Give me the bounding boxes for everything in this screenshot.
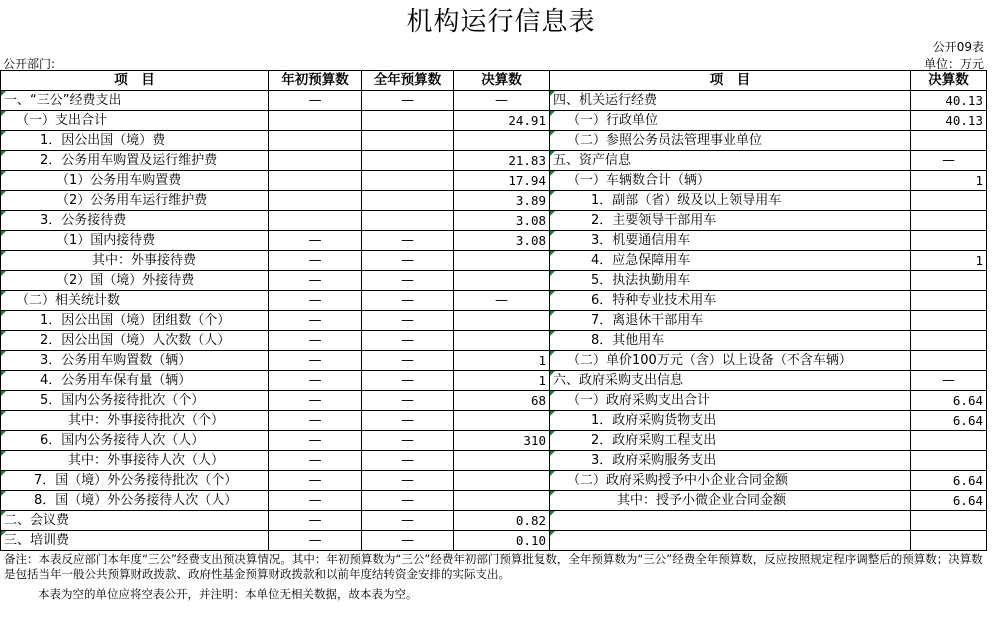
final-cell: 3.89 — [454, 191, 550, 211]
full-budget-cell — [362, 211, 454, 231]
left-item-cell: 其中：外事接待批次（个） — [1, 411, 269, 431]
table-row — [1, 311, 987, 331]
begin-budget-cell — [269, 171, 362, 191]
left-item-cell: 1．因公出国（境）团组数（个） — [1, 311, 269, 331]
full-budget-cell: — — [362, 511, 454, 531]
full-budget-cell — [362, 171, 454, 191]
begin-budget-cell: — — [269, 471, 362, 491]
begin-budget-cell: — — [269, 391, 362, 411]
left-item-cell: 其中：外事接待人次（人） — [1, 451, 269, 471]
right-final-cell — [911, 231, 987, 251]
table-row — [1, 531, 987, 551]
left-item-cell: 2．因公出国（境）人次数（人） — [1, 331, 269, 351]
full-budget-cell — [362, 151, 454, 171]
begin-budget-cell — [269, 151, 362, 171]
right-final-cell — [911, 431, 987, 451]
right-item-cell — [550, 511, 911, 531]
full-budget-cell: — — [362, 491, 454, 511]
final-cell: 3.08 — [454, 231, 550, 251]
final-cell — [454, 471, 550, 491]
right-final-cell — [911, 451, 987, 471]
table-row — [1, 431, 987, 451]
page-title: 机构运行信息表 — [406, 7, 596, 37]
final-cell — [454, 491, 550, 511]
begin-budget-cell — [269, 211, 362, 231]
begin-budget-cell: — — [269, 451, 362, 471]
final-cell — [454, 251, 550, 271]
right-item-cell: 1．政府采购货物支出 — [550, 411, 911, 431]
info-table — [0, 70, 987, 551]
dept-label: 公开部门: — [3, 57, 56, 71]
left-item-cell: 6．国内公务接待人次（人） — [1, 431, 269, 451]
right-final-cell: — — [911, 151, 987, 171]
table-row — [1, 151, 987, 171]
full-budget-cell — [362, 131, 454, 151]
final-cell: — — [454, 91, 550, 111]
begin-budget-cell: — — [269, 331, 362, 351]
table-row — [1, 471, 987, 491]
full-budget-cell: — — [362, 271, 454, 291]
header-right-item: 项 目 — [550, 71, 911, 91]
left-item-cell: （2）国（境）外接待费 — [1, 271, 269, 291]
table-row — [1, 211, 987, 231]
meta-row — [0, 53, 1002, 70]
left-item-cell: 3．公务接待费 — [1, 211, 269, 231]
table-row — [1, 511, 987, 531]
right-item-cell: 五、资产信息 — [550, 151, 911, 171]
table-row — [1, 91, 987, 111]
right-item-cell: （二）政府采购授予中小企业合同金额 — [550, 471, 911, 491]
right-item-cell: 其中：授予小微企业合同金额 — [550, 491, 911, 511]
final-cell: 21.83 — [454, 151, 550, 171]
table-row — [1, 331, 987, 351]
right-item-cell: 4．应急保障用车 — [550, 251, 911, 271]
right-final-cell — [911, 131, 987, 151]
right-final-cell — [911, 191, 987, 211]
unit-label: 单位：万元 — [923, 57, 984, 71]
footnote: 备注：本表反应部门本年度“三公”经费支出预决算情况。其中：年初预算数为“三公”经费年初部门预算批复数，全年预算数为“三公”经费全年预算数，反应按照规定程序调整后的预算数；决算数是包括当年一般公共预算财政拨款、政府性基金预算财政拨款和以前年度结转资金安排的实际支出。 — [4, 552, 983, 581]
right-item-cell: 四、机关运行经费 — [550, 91, 911, 111]
begin-budget-cell: — — [269, 511, 362, 531]
right-item-cell: 8．其他用车 — [550, 331, 911, 351]
right-final-cell — [911, 351, 987, 371]
final-cell — [454, 451, 550, 471]
left-item-cell: 三、培训费 — [1, 531, 269, 551]
final-cell: 17.94 — [454, 171, 550, 191]
begin-budget-cell: — — [269, 91, 362, 111]
table-row — [1, 371, 987, 391]
left-item-cell: （一）支出合计 — [1, 111, 269, 131]
header-final: 决算数 — [454, 71, 550, 91]
header-left-item: 项 目 — [1, 71, 269, 91]
right-item-cell: 2．政府采购工程支出 — [550, 431, 911, 451]
left-item-cell: 4．公务用车保有量（辆） — [1, 371, 269, 391]
header-full-budget: 全年预算数 — [362, 71, 454, 91]
table-row — [1, 411, 987, 431]
final-cell: 0.82 — [454, 511, 550, 531]
right-final-cell: — — [911, 371, 987, 391]
header-begin-budget: 年初预算数 — [269, 71, 362, 91]
begin-budget-cell: — — [269, 491, 362, 511]
table-row — [1, 191, 987, 211]
left-item-cell: 1．因公出国（境）费 — [1, 131, 269, 151]
right-final-cell — [911, 531, 987, 551]
right-item-cell: （二）参照公务员法管理事业单位 — [550, 131, 911, 151]
begin-budget-cell: — — [269, 431, 362, 451]
right-item-cell: 3．政府采购服务支出 — [550, 451, 911, 471]
table-row — [1, 131, 987, 151]
final-cell: 1 — [454, 351, 550, 371]
final-cell: 24.91 — [454, 111, 550, 131]
right-final-cell — [911, 311, 987, 331]
footnote-empty-table: 本表为空的单位应将空表公开，并注明：本单位无相关数据，故本表为空。 — [38, 587, 418, 601]
full-budget-cell: — — [362, 291, 454, 311]
full-budget-cell: — — [362, 351, 454, 371]
final-cell — [454, 311, 550, 331]
left-item-cell: （1）公务用车购置费 — [1, 171, 269, 191]
table-row — [1, 111, 987, 131]
left-item-cell: 一、“三公”经费支出 — [1, 91, 269, 111]
full-budget-cell: — — [362, 451, 454, 471]
right-final-cell — [911, 511, 987, 531]
right-item-cell: 5．执法执勤用车 — [550, 271, 911, 291]
begin-budget-cell: — — [269, 371, 362, 391]
table-row — [1, 351, 987, 371]
left-item-cell: 7．国（境）外公务接待批次（个） — [1, 471, 269, 491]
full-budget-cell: — — [362, 251, 454, 271]
final-cell: 0.10 — [454, 531, 550, 551]
final-cell — [454, 271, 550, 291]
right-final-cell: 6.64 — [911, 471, 987, 491]
begin-budget-cell — [269, 131, 362, 151]
right-item-cell: 2．主要领导干部用车 — [550, 211, 911, 231]
right-final-cell: 1 — [911, 171, 987, 191]
right-item-cell: （一）政府采购支出合计 — [550, 391, 911, 411]
table-row — [1, 451, 987, 471]
begin-budget-cell: — — [269, 251, 362, 271]
right-item-cell: 3．机要通信用车 — [550, 231, 911, 251]
begin-budget-cell: — — [269, 531, 362, 551]
full-budget-cell: — — [362, 531, 454, 551]
table-row — [1, 291, 987, 311]
left-item-cell: 其中：外事接待费 — [1, 251, 269, 271]
right-item-cell: 1．副部（省）级及以上领导用车 — [550, 191, 911, 211]
table-row — [1, 391, 987, 411]
begin-budget-cell: — — [269, 411, 362, 431]
begin-budget-cell — [269, 111, 362, 131]
full-budget-cell: — — [362, 411, 454, 431]
left-item-cell: 二、会议费 — [1, 511, 269, 531]
full-budget-cell — [362, 111, 454, 131]
begin-budget-cell: — — [269, 231, 362, 251]
final-cell — [454, 131, 550, 151]
right-item-cell: 6．特种专业技术用车 — [550, 291, 911, 311]
full-budget-cell: — — [362, 431, 454, 451]
header-row — [1, 71, 987, 91]
table-row — [1, 231, 987, 251]
final-cell — [454, 331, 550, 351]
left-item-cell: 8．国（境）外公务接待人次（人） — [1, 491, 269, 511]
table-row — [1, 171, 987, 191]
right-item-cell: （二）单价100万元（含）以上设备（不含车辆） — [550, 351, 911, 371]
right-final-cell — [911, 211, 987, 231]
left-item-cell: 2．公务用车购置及运行维护费 — [1, 151, 269, 171]
final-cell: 310 — [454, 431, 550, 451]
right-item-cell: （一）行政单位 — [550, 111, 911, 131]
full-budget-cell: — — [362, 471, 454, 491]
table-row — [1, 491, 987, 511]
right-item-cell: 7．离退休干部用车 — [550, 311, 911, 331]
full-budget-cell: — — [362, 371, 454, 391]
left-item-cell: 5．国内公务接待批次（个） — [1, 391, 269, 411]
final-cell: 3.08 — [454, 211, 550, 231]
right-final-cell — [911, 291, 987, 311]
final-cell: 1 — [454, 371, 550, 391]
full-budget-cell: — — [362, 91, 454, 111]
right-final-cell: 40.13 — [911, 111, 987, 131]
full-budget-cell: — — [362, 391, 454, 411]
right-final-cell: 6.64 — [911, 391, 987, 411]
begin-budget-cell: — — [269, 351, 362, 371]
left-item-cell: （1）国内接待费 — [1, 231, 269, 251]
right-final-cell: 1 — [911, 251, 987, 271]
right-final-cell — [911, 331, 987, 351]
final-cell: — — [454, 291, 550, 311]
right-final-cell: 6.64 — [911, 411, 987, 431]
right-final-cell — [911, 271, 987, 291]
right-final-cell: 40.13 — [911, 91, 987, 111]
begin-budget-cell — [269, 191, 362, 211]
final-cell: 68 — [454, 391, 550, 411]
final-cell — [454, 411, 550, 431]
left-item-cell: （二）相关统计数 — [1, 291, 269, 311]
full-budget-cell: — — [362, 231, 454, 251]
begin-budget-cell: — — [269, 311, 362, 331]
table-row — [1, 271, 987, 291]
right-final-cell: 6.64 — [911, 491, 987, 511]
full-budget-cell — [362, 191, 454, 211]
header-right-final: 决算数 — [911, 71, 987, 91]
right-item-cell — [550, 531, 911, 551]
left-item-cell: 3．公务用车购置数（辆） — [1, 351, 269, 371]
right-item-cell: 六、政府采购支出信息 — [550, 371, 911, 391]
table-row — [1, 251, 987, 271]
begin-budget-cell: — — [269, 291, 362, 311]
form-id: 公开09表 — [932, 40, 984, 54]
left-item-cell: （2）公务用车运行维护费 — [1, 191, 269, 211]
begin-budget-cell: — — [269, 271, 362, 291]
right-item-cell: （一）车辆数合计（辆） — [550, 171, 911, 191]
full-budget-cell: — — [362, 311, 454, 331]
full-budget-cell: — — [362, 331, 454, 351]
